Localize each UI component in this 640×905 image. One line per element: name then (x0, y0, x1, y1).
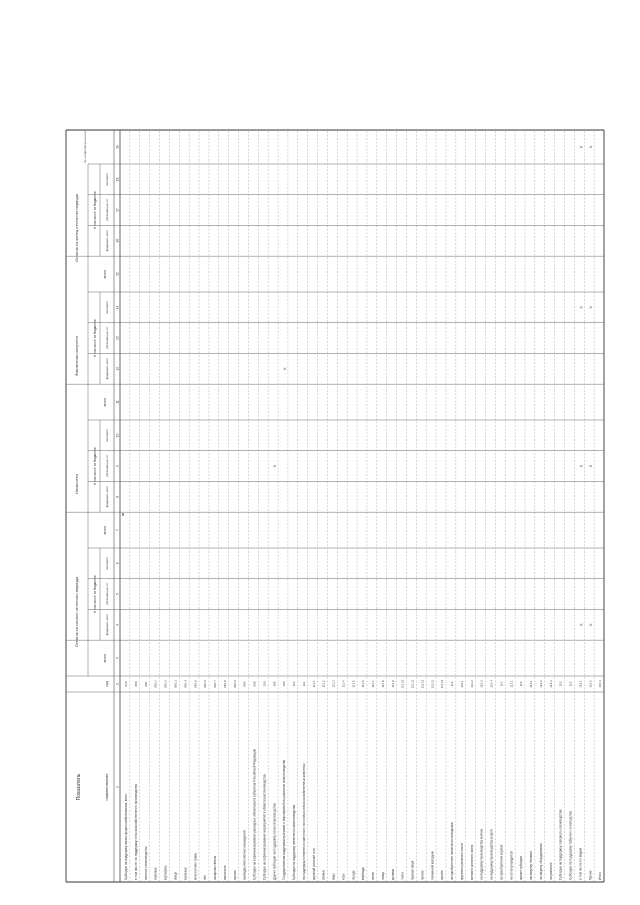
table-row-code: 111.11 (410, 679, 415, 689)
table-row-label: птица (380, 870, 385, 880)
table-row-code: 114.3 (548, 680, 553, 688)
subheader-incl-budgets: в том числе из бюджетов (93, 319, 97, 357)
group-header-received: Фактически получено (74, 336, 79, 376)
table-row-label: на закупку техники (529, 850, 534, 880)
column-number: 13 (115, 336, 120, 340)
table-row-label: пчелы (400, 870, 405, 880)
table-row-code: 082 (242, 681, 247, 687)
table-row-label: козы (341, 872, 346, 880)
table-row-code: 090 (252, 681, 257, 687)
table-row-code: 114.2 (538, 680, 543, 688)
x-mark: X (588, 464, 594, 468)
table-row-code: 112.3 (479, 680, 484, 688)
subheader-total: всего (103, 269, 107, 279)
column-number: 15 (115, 272, 120, 276)
stray-mark: к (122, 512, 125, 518)
subheader-incl-budgets: в том числе из бюджетов (93, 575, 97, 613)
subheader-regional: регионально-го (105, 327, 109, 349)
table-row-label: на поддержку производства шерсти (489, 823, 494, 880)
subheader-incl-budgets: в том числе из бюджетов (93, 447, 97, 485)
table-row-code: 081.1 (153, 680, 158, 688)
table-row-code: 116 (568, 681, 573, 687)
table-row-label: лошади (351, 867, 356, 880)
table-row-label: в том числе по видам (578, 845, 583, 880)
table-row-code: 111.9 (390, 680, 395, 688)
table-row-code: 111 (301, 681, 306, 687)
table-row-code: 112 (450, 681, 455, 687)
table-row-label: на закупку оборудования (538, 840, 543, 880)
table-row-code: 111.10 (400, 679, 405, 689)
table-row-code: 111.14 (440, 679, 445, 689)
table-row-label: масличные (222, 862, 227, 880)
header-name: наименование (104, 773, 109, 801)
table-row-label: на поддержку племенного маточного поголовья сельскохозяйственных животных (301, 751, 306, 880)
table-row-code: 081.6 (203, 680, 208, 688)
column-number: 14 (115, 305, 120, 310)
column-number: 6 (115, 562, 120, 565)
table-row-label: овцы (331, 871, 336, 880)
subheader-regional: регионально-го (105, 455, 109, 477)
table-row-label: прочее (440, 868, 445, 880)
column-number: 17 (115, 208, 120, 212)
subheader-local: местного (105, 557, 109, 570)
table-row-code: 111.5 (351, 680, 356, 688)
table-row-code: 081.7 (213, 680, 218, 688)
table-row-label: сахарная свёкла (213, 853, 218, 880)
table-row-code: 111.1 (311, 680, 316, 688)
column-number: 16 (115, 239, 120, 243)
x-mark: X (578, 306, 584, 309)
table-row-label: картофель (163, 863, 168, 880)
table-row-code: 111.2 (321, 680, 326, 688)
table-row-code: 111.6 (361, 680, 366, 688)
column-number: 8 (115, 495, 120, 498)
table-row-label: прочие (420, 868, 425, 880)
table-row-code: 115 (558, 681, 563, 687)
table-row-code: 113.1 (509, 680, 514, 688)
group-header-accrued: Начислено (74, 473, 79, 495)
table-row-label: лён (203, 874, 208, 880)
x-mark: X (578, 145, 584, 149)
column-number: 12 (115, 367, 120, 371)
table-row-label: Прочие (588, 868, 593, 880)
table-row-label: Итого (598, 871, 603, 880)
x-mark: X (272, 464, 278, 468)
table-row-code: 081.4 (183, 680, 188, 688)
group-header-opening: Остаток на начало отчетного периода (74, 576, 79, 648)
table-row-label: на развитие (548, 860, 553, 880)
table-row-code: 114 (519, 681, 524, 687)
table-row-label: мелкого рогатого скота (469, 843, 474, 880)
table-row-code: 081.8 (222, 680, 227, 688)
table-row-code: 010 (124, 681, 129, 687)
x-mark: X (281, 367, 287, 371)
column-number: 9 (115, 465, 120, 467)
table-row-code: 081.9 (232, 680, 237, 688)
table-row-code: 116.3 (598, 680, 603, 688)
header-reference-full: Справочно: остаток бюджетной субсидии на дальнейшее использование (84, 74, 87, 163)
x-mark: X (588, 306, 594, 309)
table-row-code: 111.3 (331, 680, 336, 688)
table-row-label: олени (371, 870, 376, 880)
subheader-local: местного (105, 429, 109, 442)
subheader-incl-budgets: в том числе из бюджетов (93, 191, 97, 229)
table-row-label: племенной молодняк (430, 846, 435, 880)
table-row-code: 111.8 (380, 680, 385, 688)
table-row-label: овощи (173, 869, 178, 880)
header-code: код (105, 681, 109, 687)
table-header (74, 74, 120, 801)
table-row-label: свиньи (321, 869, 326, 880)
table-row-label: верблюды (361, 863, 366, 880)
subheader-total: всего (103, 653, 107, 663)
table-row-code: 111.12 (420, 679, 425, 689)
table-row-code: 116.2 (588, 680, 593, 688)
table-row-label: Субсидии на софинансирование мероприятий в области растениеводства (262, 762, 267, 880)
subheader-federal: федераль-ного (105, 486, 109, 508)
table-row-label: пушные звери (410, 857, 415, 880)
table-row-code: 081.3 (173, 680, 178, 688)
table-row-label: Субсидии на поддержку табунного коневодства (568, 804, 573, 880)
x-mark: X (588, 145, 594, 149)
table-row-label: многолетние травы (193, 849, 198, 880)
table-row-code: 116.1 (578, 680, 583, 688)
table-row-label: крупного рогатого скота (459, 842, 464, 880)
table-row-code: 106 (282, 681, 287, 687)
table-row-code: 114.1 (529, 680, 534, 688)
table-row-code: 081.2 (163, 680, 168, 688)
table-row-code: 111.7 (371, 680, 376, 688)
subheader-federal: федераль-ного (105, 614, 109, 636)
table-row-label: кролики (390, 867, 395, 880)
column-number: 19 (115, 145, 120, 149)
table-row-label: кормовые (183, 864, 188, 880)
table-row-code: 081.5 (193, 680, 198, 688)
column-number: 18 (115, 177, 120, 182)
table-row-label: Субсидии на поддержку малых форм хозяйствования, всего (124, 784, 129, 880)
subheader-total: всего (103, 525, 107, 535)
subheader-federal: федераль-ного (105, 230, 109, 252)
table-row-label: элитное семеноводство (143, 842, 148, 880)
table-row-label: закладка многолетних насаждений (242, 824, 247, 880)
header-indicators: Показатель (76, 773, 82, 801)
column-number: 5 (115, 593, 120, 595)
subheader-regional: регионально-го (105, 583, 109, 605)
column-number: 10 (115, 433, 120, 438)
table-row-label: Другие субсидии на поддержку сельхозпроизводства (272, 796, 277, 880)
table-row-code: 111.13 (430, 679, 435, 689)
table-row-label: на приобретение племенного молодняка (450, 815, 455, 880)
table-row-code: 100 (262, 681, 267, 687)
table-row-label: Субсидии на софинансирование расходных обязательств субъектов Российской Федерации (252, 733, 257, 880)
subheader-total: всего (103, 397, 107, 407)
table-row-code: 081 (143, 681, 148, 687)
subheader-regional: регионально-го (105, 199, 109, 221)
column-number: 11 (115, 400, 120, 404)
table-body (124, 145, 602, 880)
table-row-label: Государственная поддержка программ и мероприятий по развитию животноводства (282, 747, 287, 880)
table-row-code: 113 (499, 681, 504, 687)
table-row-label: прочие (232, 868, 237, 880)
subheader-local: местного (105, 173, 109, 186)
table-row-code: 112.4 (489, 680, 494, 688)
table-row-label: прочие субсидии (519, 853, 524, 880)
table-row-label: зерновые (153, 864, 158, 880)
table-row-label: крупный рогатый скот (311, 845, 316, 880)
table-row-label: на поддержку производства молока (479, 823, 484, 880)
x-mark: X (578, 464, 584, 468)
statistical-form-table (66, 74, 604, 882)
column-number: 1 (115, 786, 120, 788)
column-number: 2 (115, 683, 120, 685)
column-number: 3 (115, 657, 120, 659)
column-number: 7 (115, 529, 120, 531)
table-row-code: 111.4 (341, 680, 346, 688)
table-row-code: 080 (133, 681, 138, 687)
table-row-code: 112.1 (459, 680, 464, 688)
table-row-label: на приобретение кормов (499, 840, 504, 880)
table-row-label: Субсидии на поддержку племенного животноводства (292, 796, 297, 880)
subheader-federal: федераль-ного (105, 358, 109, 380)
x-mark: X (588, 623, 594, 627)
table-row-label: на оплату кредитов (509, 849, 514, 880)
table-row-code: 110 (292, 681, 297, 687)
subheader-local: местного (105, 301, 109, 314)
table-row-label: в том числе: на поддержку сельскохозяйственного производства (133, 777, 138, 880)
column-number: 4 (115, 623, 120, 626)
table-row-label: Субсидии на поддержку северного оленеводства (558, 802, 563, 880)
group-header-closing: Остаток на конец отчетного периода (74, 194, 79, 262)
table-row-code: 112.2 (469, 680, 474, 688)
table-row-code: 105 (272, 681, 277, 687)
x-mark: X (578, 623, 584, 627)
